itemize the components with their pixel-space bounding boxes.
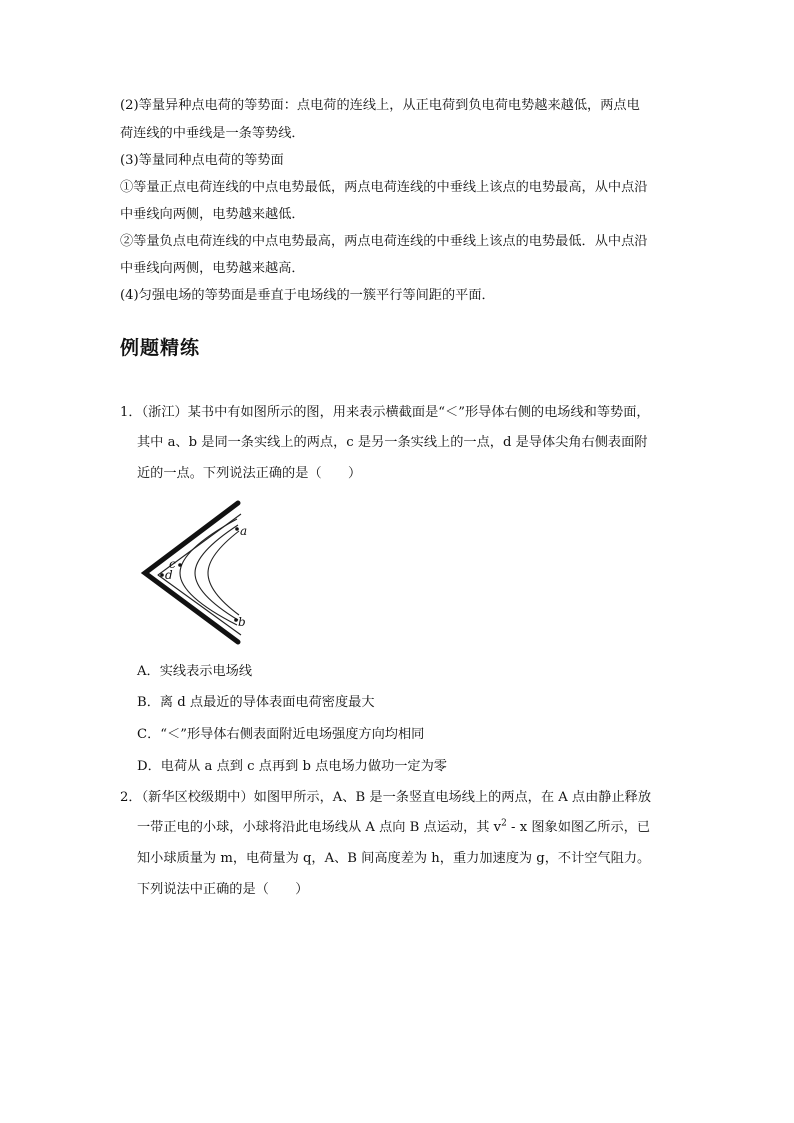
q1-option-a: A．实线表示电场线: [137, 664, 253, 679]
point-a: [235, 527, 239, 531]
q2-line-1: 2．（新华区校级期中）如图甲所示，A、B 是一条竖直电场线上的两点，在 A 点由静止释放: [120, 790, 652, 805]
conductor-shape: [145, 503, 238, 642]
q2-superscript: 2: [501, 818, 507, 829]
intro-line-5: 中垂线向两侧，电势越来越低．: [120, 207, 305, 222]
section-heading: 例题精练: [120, 337, 201, 359]
intro-line-7: 中垂线向两侧，电势越来越高．: [120, 261, 305, 276]
intro-line-4: ①等量正点电荷连线的中点电势最低，两点电荷连线的中垂线上该点的电势最高，从中点沿: [120, 180, 648, 195]
label-a: a: [240, 524, 248, 538]
intro-line-1: (2)等量异种点电荷的等势面：点电荷的连线上，从正电荷到负电荷电势越来越低，两点电: [120, 98, 640, 113]
point-c: [178, 563, 182, 567]
q2-line-2: [137, 818, 650, 838]
q1-option-c: C．“＜”形导体右侧表面附近电场强度方向均相同: [137, 727, 425, 742]
intro-line-3: (3)等量同种点电荷的等势面: [120, 153, 284, 168]
q2-line-2-text: 一带正电的小球，小球将沿此电场线从 A 点向 B 点运动，其 v: [137, 820, 502, 835]
intro-line-6: ②等量负点电荷连线的中点电势最高，两点电荷连线的中垂线上该点的电势最低．从中点沿: [120, 234, 648, 249]
q2-line-4: 下列说法中正确的是（ ）: [137, 882, 309, 897]
q1-line-2: 其中 a、b 是同一条实线上的两点，c 是另一条实线上的一点，d 是导体尖角右侧表面附: [137, 435, 648, 450]
label-c: c: [169, 557, 176, 571]
q1-line-1: 1．（浙江）某书中有如图所示的图，用来表示横截面是“＜”形导体右侧的电场线和等势面，: [120, 405, 650, 420]
intro-line-8: (4)匀强电场的等势面是垂直于电场线的一簇平行等间距的平面．: [120, 288, 495, 303]
q2-line-3: 知小球质量为 m，电荷量为 q，A、B 间高度差为 h，重力加速度为 g，不计空气阻力。: [137, 851, 651, 866]
label-b: b: [238, 615, 246, 629]
conductor-field-figure: [138, 495, 258, 645]
intro-line-2: 荷连线的中垂线是一条等势线．: [120, 126, 305, 141]
q1-option-b: B．离 d 点最近的导体表面电荷密度最大: [137, 695, 375, 710]
label-d: d: [165, 568, 173, 582]
q1-line-3: 近的一点。下列说法正确的是（ ）: [137, 466, 362, 481]
point-d: [160, 573, 164, 577]
q2-line-2-tail: - x 图象如图乙所示，已: [506, 820, 651, 835]
q1-option-d: D．电荷从 a 点到 c 点再到 b 点电场力做功一定为零: [137, 759, 447, 774]
